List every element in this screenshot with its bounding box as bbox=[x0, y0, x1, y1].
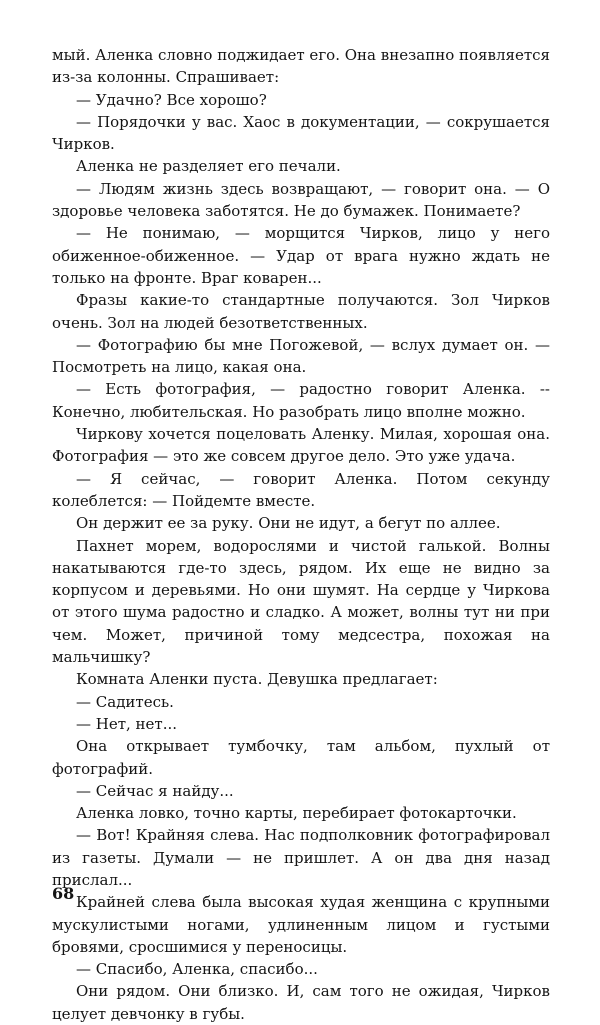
paragraph: — Сейчас я найду... bbox=[76, 781, 234, 800]
paragraph: Фразы какие-то стандартные получаются. Зол Чирков очень. Зол на людей безответственных. bbox=[52, 291, 550, 332]
paragraph: — Удачно? Все хорошо? bbox=[76, 90, 267, 109]
paragraph: Чиркову хочется поцеловать Аленку. Милая, хорошая она. Фотография — это же совсем другое дело. Это уже удача. bbox=[52, 425, 550, 466]
paragraph: — Людям жизнь здесь возвращают, — говорит она. — О здоровье человека заботятся. Не до бумажек. Понимаете? bbox=[52, 179, 550, 221]
paragraph: — Я сейчас, — говорит Аленка. Потом секунду колеблется: — Пойдемте вместе. bbox=[52, 469, 550, 510]
paragraph: Пахнет морем, водорослями и чистой галькой. Волны накатываются где-то здесь, рядом. Их еще не видно за корпусом и деревьями. Но они шумят. На сердце у Чиркова от этого шума радостно и сладко. А может, волны тут ни при чем. Может, причиной тому медсестра, похожая на мальчишку? bbox=[52, 536, 550, 667]
paragraph: — Спасибо, Аленка, спасибо... bbox=[76, 960, 318, 979]
paragraph: Они рядом. Они близко. И, сам того не ожидая, Чирков целует девчонку в губы. bbox=[52, 982, 550, 1023]
paragraph: Комната Аленки пуста. Девушка предлагает: bbox=[76, 670, 438, 689]
paragraph: — Не понимаю, — морщится Чирков, лицо у него обиженное-обиженное. — Удар от врага нужно ждать не только на фронте. Враг коварен... bbox=[52, 224, 550, 287]
paragraph: — Порядочки у вас. Хаос в документации, — сокрушается Чирков. bbox=[52, 112, 550, 154]
paragraph: Крайней слева была высокая худая женщина с крупными мускулистыми ногами, удлиненным лицом и густыми бровями, сросшимися у переносицы. bbox=[52, 893, 550, 956]
paragraph: Аленка не разделяет его печали. bbox=[76, 157, 341, 176]
paragraph: Он держит ее за руку. Они не идут, а бегут по аллее. bbox=[76, 514, 501, 533]
paragraph-continued: мый. Аленка словно поджидает его. Она внезапно появляется из-за колонны. Спрашивает: bbox=[52, 46, 550, 87]
paragraph: Она открывает тумбочку, там альбом, пухлый от фотографий. bbox=[52, 737, 550, 778]
paragraph: — Есть фотография, — радостно говорит Аленка. -- Конечно, любительская. Но разобрать лицо вполне можно. bbox=[52, 380, 550, 421]
page-body bbox=[52, 44, 550, 1025]
paragraph: Аленка ловко, точно карты, перебирает фотокарточки. bbox=[76, 804, 517, 823]
paragraph: — Вот! Крайняя слева. Нас подполковник фотографировал из газеты. Думали — не пришлет. А он два дня назад прислал... bbox=[52, 826, 550, 889]
paragraph: — Фотографию бы мне Погожевой, — вслух думает он. — Посмотреть на лицо, какая она. bbox=[52, 335, 550, 377]
paragraph: — Нет, нет... bbox=[76, 714, 178, 733]
page-number: 68 bbox=[52, 884, 75, 903]
paragraph: — Садитесь. bbox=[76, 692, 174, 711]
